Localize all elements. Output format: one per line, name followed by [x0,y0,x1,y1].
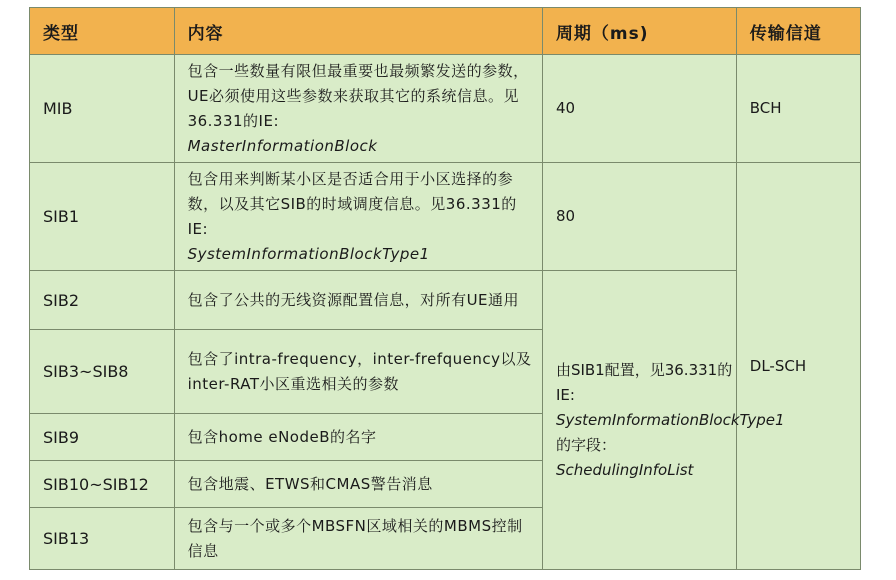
header-type: 类型 [30,8,175,55]
row-content [174,163,542,271]
header-period: 周期（ms) [542,8,736,55]
row-name: SIB2 [30,271,175,330]
row-name: SIB3~SIB8 [30,330,175,414]
row-name: SIB13 [30,508,175,570]
ie-name: SystemInformationBlockType1 [187,244,430,263]
ie-name: MasterInformationBlock [187,136,378,155]
shared-period-ie: SystemInformationBlockType1 [555,410,785,429]
row-content: 包含地震、ETWS和CMAS警告消息 [174,461,542,508]
row-name: MIB [30,55,175,163]
row-content [174,55,542,163]
row-channel: BCH [736,55,860,163]
table-row [30,163,861,271]
row-name: SIB1 [30,163,175,271]
row-content: 包含home eNodeB的名字 [174,414,542,461]
shared-period-text2: 的字段： [555,435,616,454]
row-content: 包含了intra-frequency，inter-frefquency以及inter-RAT小区重选相关的参数 [174,330,542,414]
row-period: 40 [542,55,736,163]
content-text: 包含用来判断某小区是否适合用于小区选择的参数，以及其它SIB的时域调度信息。见36.331的IE: [187,169,517,238]
row-name: SIB9 [30,414,175,461]
row-name: SIB10~SIB12 [30,461,175,508]
shared-period-field: SchedulingInfoList [555,460,694,479]
row-period: 80 [542,163,736,271]
shared-period-text: 由SIB1配置，见36.331的IE: [555,360,733,404]
header-channel: 传输信道 [736,8,860,55]
system-information-table [29,7,861,570]
header-content: 内容 [174,8,542,55]
header-row [30,8,861,55]
content-text: 包含一些数量有限但最重要也最频繁发送的参数，UE必须使用这些参数来获取其它的系统信息。见36.331的IE: [187,61,529,130]
row-channel: DL-SCH [736,163,860,570]
table-row [30,55,861,163]
table-row [30,271,861,330]
row-content: 包含了公共的无线资源配置信息，对所有UE通用 [174,271,542,330]
row-content: 包含与一个或多个MBSFN区域相关的MBMS控制信息 [174,508,542,570]
